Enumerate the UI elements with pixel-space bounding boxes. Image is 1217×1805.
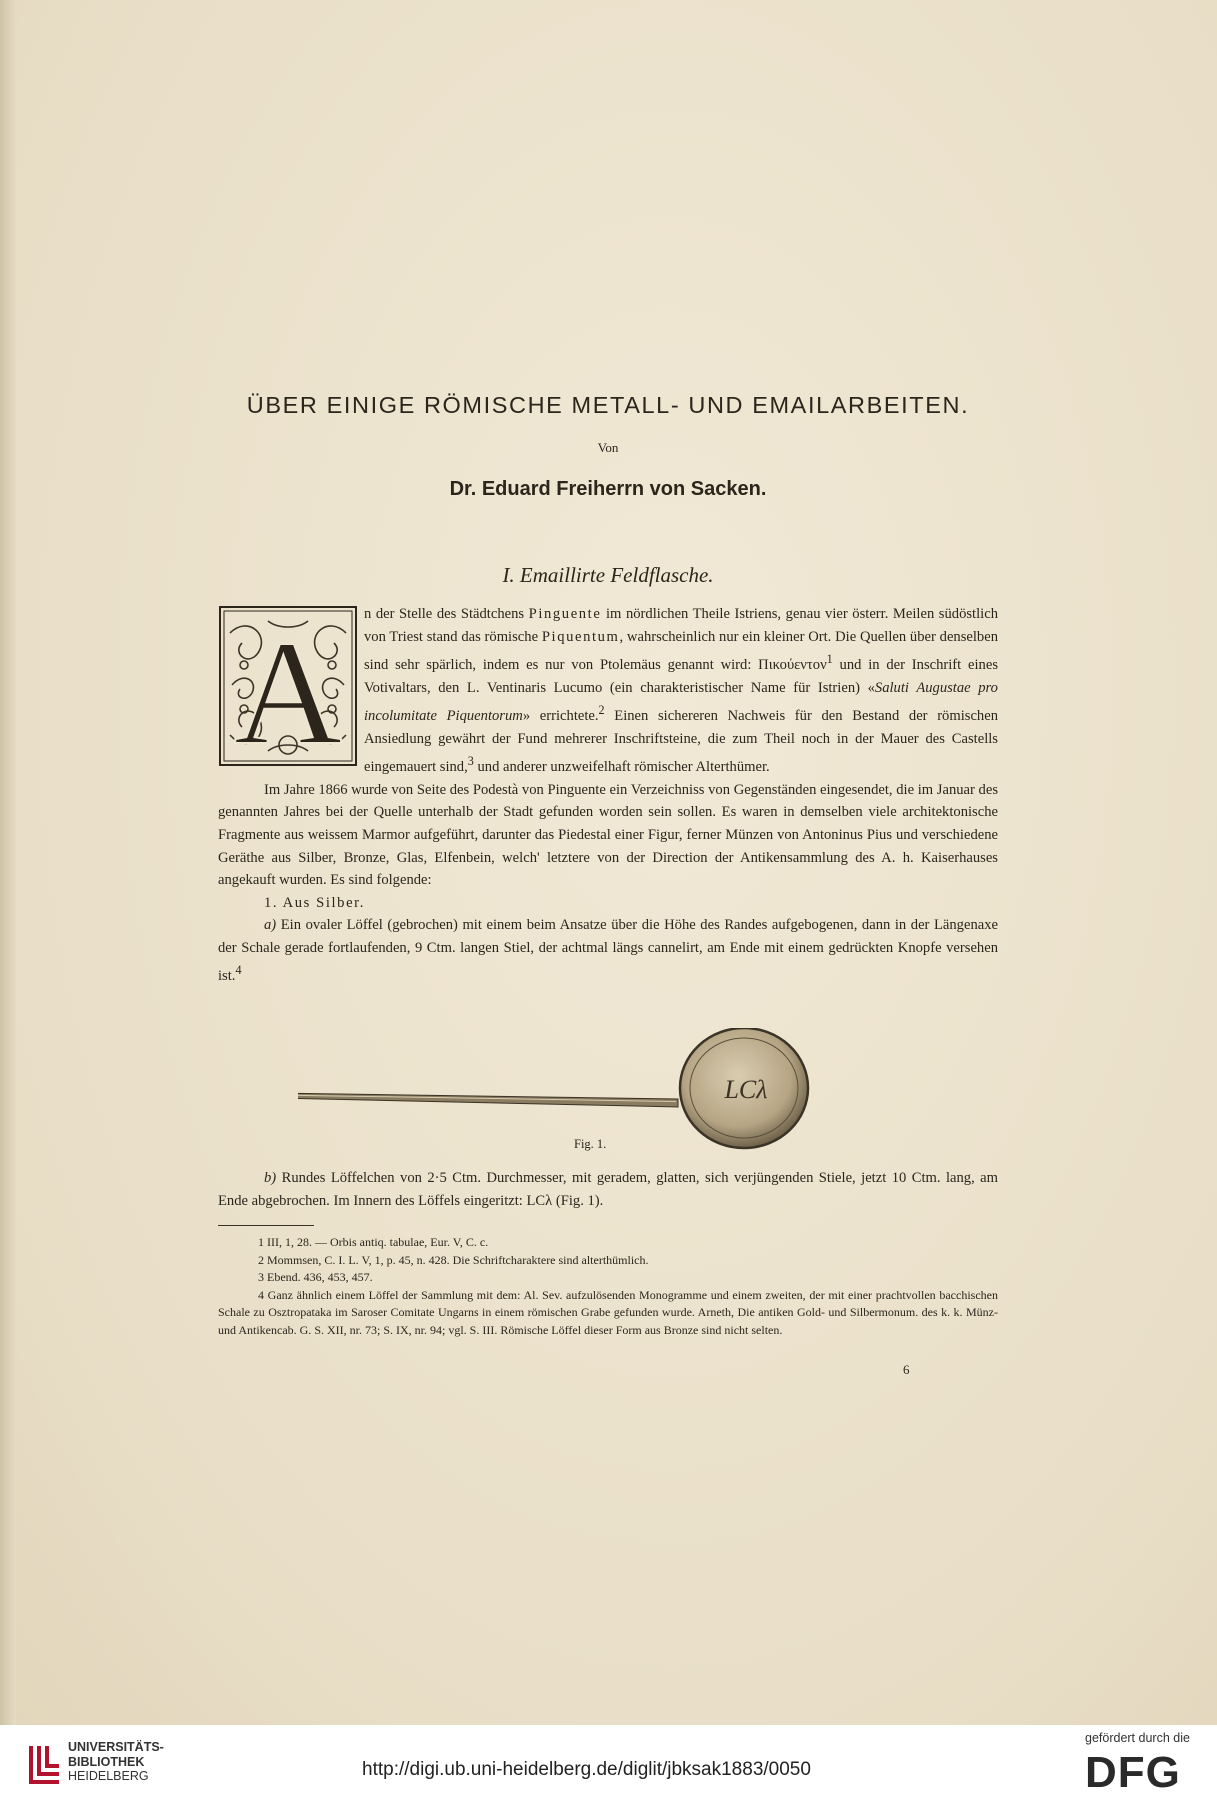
footnote-rule	[218, 1225, 314, 1226]
footnote-ref-4: 4	[235, 963, 242, 978]
inscription-quote: Saluti Augustae pro incolumitate Piquentorum	[364, 679, 998, 725]
article-title: ÜBER EINIGE RÖMISCHE METALL- UND EMAILARBEITEN.	[246, 392, 970, 418]
spoon-illustration	[298, 1028, 838, 1158]
item-a-label: a)	[264, 917, 277, 934]
dfg-logo: DFG	[1085, 1748, 1181, 1797]
funding-label: gefördert durch die	[1085, 1731, 1190, 1745]
university-library-logo-icon	[27, 1742, 63, 1786]
item-b-label: b)	[264, 1170, 277, 1186]
place-name-pinguente: Pinguente	[528, 606, 602, 622]
spoon-inscription: LCλ	[724, 1075, 768, 1104]
place-name-piquentum: Piquentum	[541, 628, 620, 645]
page-number: 6	[903, 1362, 910, 1377]
ornamental-drop-cap	[218, 605, 358, 767]
library-name-line-1: UNIVERSITÄTS-	[68, 1740, 164, 1754]
byline: Von	[597, 440, 619, 455]
footnote-4: 4 Ganz ähnlich einem Löffel der Sammlung mit dem: Al. Sev. aufzulösenden Monogramme und einem zweiten, der mit einer prachtvollen bacchischen Schale zu Osztropataka im Saroser Comitate Ungarns in einem römischen Grabe gefunden wurde. Arneth, Die antiken Gold- und Silbermonum. des k. k. Münz- und Antikencab. G. S. XII, nr. 73; S. IX, nr. 94; vgl. S. III. Römische Löffel dieser Form aus Bronze sind nicht selten.	[218, 1287, 998, 1337]
paragraph-1: n der Stelle des Städtchens Pinguente im nördlichen Theile Istriens, genau vier österr. Meilen südöstlich von Triest stand das römische Piquentum, wahrscheinlich nur ein kleiner Ort. Die Quellen über denselben sind sehr spärlich, indem es nur von Ptolemäus genannt wird: Πικούεντον$^1$ und in der Inschrift eines Votivaltars, den L. Ventinaris Lucumo (ein charakteristischer Name für Istrien) «Saluti Augustae pro incolumitate Piquentorum» errichtete.$^2$ Einen sichereren Nachweis für den Bestand der römischen Ansiedlung gewährt der Fund mehrerer Inschriftsteine, die zum Theil noch in der Mauer des Castells eingemauert sind,$^3$ und anderer unzweifelhaft römischer Alterthümer.	[364, 606, 999, 776]
footnote-3: 3 Ebend. 436, 453, 457.	[258, 1270, 373, 1284]
item-a: a) Ein ovaler Löffel (gebrochen) mit einem beim Ansatze über die Höhe des Randes aufgebogenen, dann in der Längenaxe der Schale gerade fortlaufenden, 9 Ctm. langen Stiel, der achtmal längs cannelirt, am Ende mit einem gedrückten Knopfe versehen ist.$^4$	[218, 917, 998, 985]
list-heading-silver: 1. Aus Silber.	[264, 894, 366, 911]
university-library-name	[68, 1740, 164, 1784]
footnotes	[218, 1234, 998, 1339]
library-name-line-3: HEIDELBERG	[68, 1769, 149, 1783]
footnote-ref-2: 2	[598, 703, 605, 718]
footnote-ref-1: 1	[826, 652, 833, 667]
permalink-url[interactable]: http://digi.ub.uni-heidelberg.de/diglit/jbksak1883/0050	[362, 1759, 811, 1780]
section-title: I. Emaillirte Feldflasche.	[502, 563, 714, 587]
body-text-continued	[218, 1167, 998, 1212]
paragraph-2: Im Jahre 1866 wurde von Seite des Podestà von Pinguente ein Verzeichniss von Gegenständen eingesendet, die im Januar des genannten Jahres bei der Quelle unterhalb der Stadt gefunden worden sein sollen. Es waren in demselben viele architektonische Fragmente aus weissem Marmor aufgeführt, darunter das Piedestal einer Figur, ferner Münzen von Antoninus Pius und verschiedene Geräthe aus Silber, Bronze, Glas, Elfenbein, welch' letztere von der Direction der Antikensammlung des A. h. Kaiserhauses angekauft wurden. Es sind folgende:	[218, 781, 998, 889]
page-binding-edge	[0, 0, 16, 1725]
item-b: b) Rundes Löffelchen von 2·5 Ctm. Durchmesser, mit geradem, glatten, sich verjüngenden Stiele, jetzt 10 Ctm. lang, am Ende abgebrochen. Im Innern des Löffels eingeritzt: LCλ (Fig. 1).	[218, 1170, 998, 1209]
figure-caption: Fig. 1.	[574, 1137, 607, 1151]
spoon-handle	[298, 1093, 678, 1107]
drop-cap-letter: A	[233, 610, 343, 767]
author-name: Dr. Eduard Freiherrn von Sacken.	[449, 478, 767, 500]
footnote-ref-3: 3	[467, 754, 474, 769]
footnote-2: 2 Mommsen, C. I. L. V, 1, p. 45, n. 428. Die Schriftcharaktere sind alterthümlich.	[258, 1252, 649, 1267]
body-text	[218, 603, 998, 988]
library-name-line-2: BIBLIOTHEK	[68, 1754, 145, 1769]
footnote-1: 1 III, 1, 28. — Orbis antiq. tabulae, Eur. V, C. c.	[258, 1235, 489, 1249]
